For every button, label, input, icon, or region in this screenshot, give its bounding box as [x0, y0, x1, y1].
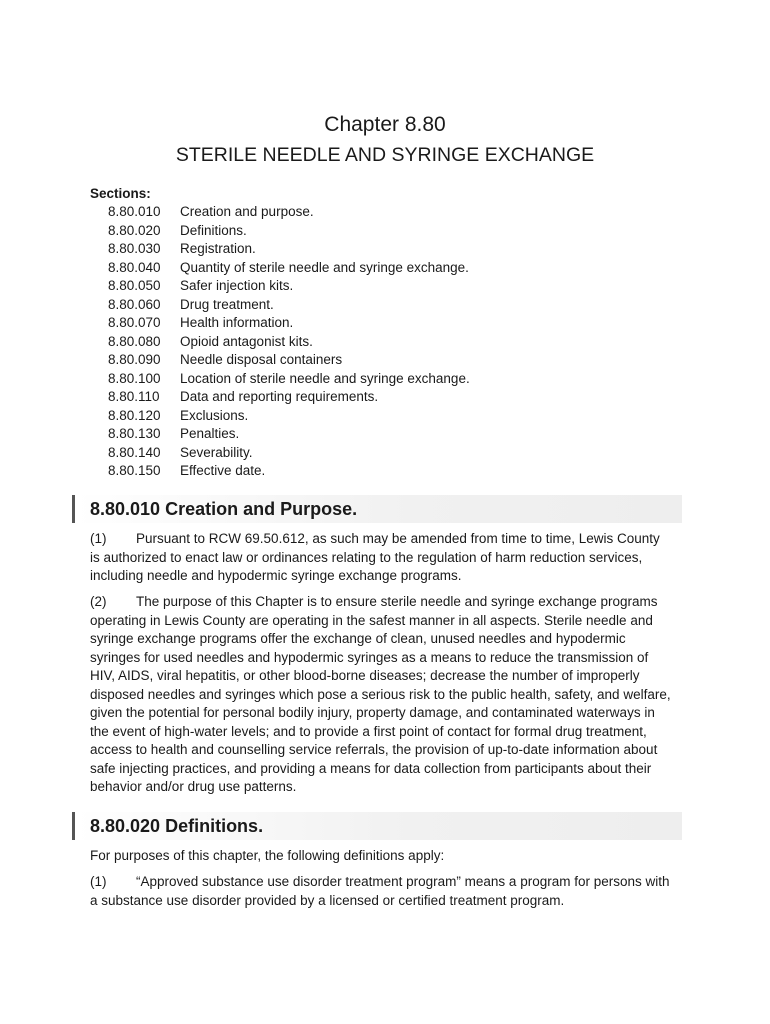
- chapter-title: Chapter 8.80: [324, 113, 446, 136]
- toc-row: [90, 351, 470, 370]
- toc-number: 8.80.050: [108, 278, 161, 293]
- toc-title: Opioid antagonist kits.: [180, 333, 313, 349]
- toc-number: 8.80.140: [108, 444, 161, 460]
- toc-title: Health information.: [180, 315, 294, 330]
- toc-row: [90, 314, 470, 333]
- toc-number: 8.80.150: [108, 463, 161, 478]
- toc-title: Effective date.: [180, 463, 266, 478]
- toc-row: [90, 240, 470, 259]
- toc-title: Needle disposal containers: [180, 352, 343, 367]
- paragraph-text: The purpose of this Chapter is to ensure sterile needle and syringe exchange programs operating in Lewis County are operating in the safest manner in all aspects. Sterile needle and syringe exchange programs offer the exchange of clean, unused needles and hypodermic syringes for used needles and hypodermic syringes as a means to reduce the transmission of HIV, AIDS, viral hepatitis, or other blood-borne diseases; decrease the number of improperly disposed needles and syringes which pose a serious risk to the public health, safety, and welfare, given the potential for personal bodily injury, property damage, and contaminated waterways in the event of high-water levels; and to provide a first point of contact for formal drug treatment, access to health and counselling service referrals, the provision of up-to-date information about safe injecting practices, and providing a means for data collection from participants about their behavior and/or drug use patterns.: [90, 594, 671, 794]
- section2-intro: For purposes of this chapter, the following definitions apply:: [90, 848, 445, 863]
- toc-number: 8.80.090: [108, 352, 161, 367]
- paragraph-text: “Approved substance use disorder treatment program” means a program for persons with a substance use disorder provided by a licensed or certified treatment program.: [90, 874, 670, 908]
- toc-row: [90, 222, 470, 241]
- toc-title: Location of sterile needle and syringe exchange.: [180, 370, 470, 386]
- toc-row: [90, 203, 470, 222]
- toc-title: Data and reporting requirements.: [180, 389, 379, 404]
- section1-paragraph-1: [90, 530, 672, 586]
- toc-row: [90, 277, 470, 296]
- toc-number: 8.80.020: [108, 222, 161, 238]
- toc-number: 8.80.040: [108, 259, 161, 275]
- toc-title: Drug treatment.: [180, 296, 274, 312]
- toc-title: Definitions.: [180, 222, 247, 238]
- toc-number: 8.80.110: [108, 389, 160, 404]
- chapter-header: [0, 110, 770, 170]
- toc-title: Registration.: [180, 241, 256, 256]
- section2-paragraph-1: [90, 873, 672, 910]
- toc-number: 8.80.070: [108, 315, 161, 330]
- toc-number: 8.80.060: [108, 296, 161, 312]
- toc-row: [90, 388, 470, 407]
- toc-number: 8.80.080: [108, 333, 161, 349]
- chapter-subtitle: STERILE NEEDLE AND SYRINGE EXCHANGE: [175, 144, 595, 166]
- toc-row: [90, 370, 470, 389]
- paragraph-text: Pursuant to RCW 69.50.612, as such may be amended from time to time, Lewis County is authorized to enact law or ordinances relating to the regulation of harm reduction services, including needle and hypodermic syringe exchange programs.: [90, 531, 660, 583]
- section1-paragraph-2: [90, 593, 672, 797]
- toc-number: 8.80.120: [108, 407, 161, 423]
- toc-number: 8.80.100: [108, 370, 161, 386]
- toc-number: 8.80.130: [108, 426, 161, 441]
- toc-row: [90, 407, 470, 426]
- toc-title: Penalties.: [180, 426, 240, 441]
- toc-row: [90, 425, 470, 444]
- section-heading-definitions: 8.80.020 Definitions.: [72, 812, 682, 840]
- toc-number: 8.80.030: [108, 241, 161, 256]
- sections-list: [90, 185, 470, 481]
- toc-row: [90, 296, 470, 315]
- paragraph-number: (2): [90, 594, 107, 609]
- toc-number: 8.80.010: [108, 204, 161, 219]
- toc-title: Exclusions.: [180, 407, 249, 423]
- toc-row: [90, 462, 470, 481]
- toc-row: [90, 333, 470, 352]
- toc-title: Creation and purpose.: [180, 204, 314, 219]
- toc-title: Severability.: [180, 444, 253, 460]
- toc-row: [90, 444, 470, 463]
- section-heading-creation-purpose: 8.80.010 Creation and Purpose.: [72, 495, 682, 523]
- paragraph-number: (1): [90, 874, 107, 889]
- toc-title: Quantity of sterile needle and syringe exchange.: [180, 259, 469, 275]
- toc-title: Safer injection kits.: [180, 278, 294, 293]
- paragraph-number: (1): [90, 531, 107, 546]
- sections-label: Sections:: [90, 186, 151, 201]
- toc-row: [90, 259, 470, 278]
